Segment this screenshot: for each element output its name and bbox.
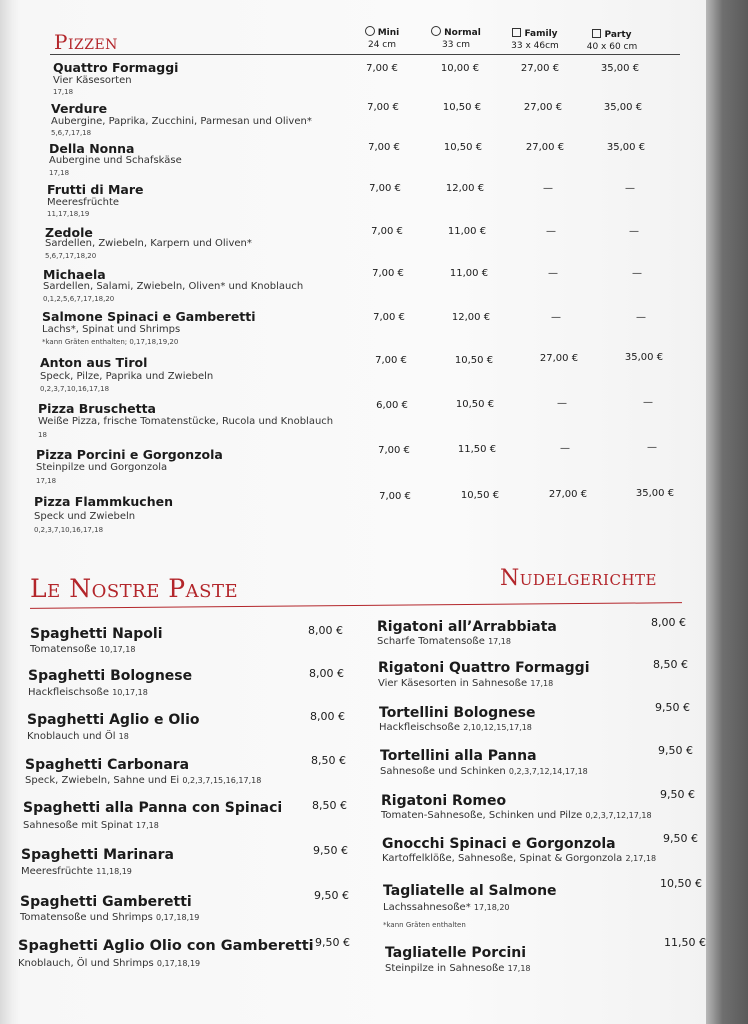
size-dim: 40 x 60 cm <box>586 42 638 52</box>
pasta-price: 9,50 € <box>313 844 348 857</box>
pasta-codes: 17,18 <box>530 679 554 688</box>
pizza-desc: Steinpilze und Gorgonzola <box>36 462 168 473</box>
pasta-price: 8,00 € <box>651 616 686 629</box>
price-mini: 7,00 € <box>367 102 399 113</box>
pasta-codes: 10,17,18 <box>99 645 136 654</box>
price-party: — <box>629 226 639 237</box>
pasta-codes: 0,17,18,19 <box>156 913 200 922</box>
size-header-family <box>503 28 567 52</box>
pasta-desc-text: Steinpilze in Sahnesoße <box>385 963 505 974</box>
price-mini: 7,00 € <box>371 226 403 237</box>
price-party: 35,00 € <box>600 63 640 74</box>
pasta-desc-text: Speck, Zwiebeln, Sahne und Ei <box>25 775 180 786</box>
pasta-desc-text: Hackfleischsoße <box>379 722 460 733</box>
pasta-price: 8,50 € <box>312 799 347 812</box>
price-family: — <box>546 226 556 237</box>
pizza-codes: 17,18 <box>36 477 57 485</box>
pizza-name: Frutti di Mare <box>47 182 144 197</box>
pasta-name: Gnocchi Spinaci e Gorgonzola <box>382 836 616 852</box>
pasta-desc <box>20 912 199 923</box>
price-family: — <box>548 268 558 279</box>
checkbox-icon <box>512 28 521 37</box>
pasta-desc-text: Tomatensoße und Shrimps <box>20 912 153 923</box>
price-normal: 10,00 € <box>440 63 480 74</box>
pasta-codes: 17,18 <box>488 637 511 646</box>
pasta-codes: 0,2,3,7,12,14,17,18 <box>508 767 588 776</box>
size-header-party <box>580 29 644 53</box>
pasta-name: Rigatoni Romeo <box>381 793 507 809</box>
pizza-name: Pizza Flammkuchen <box>34 494 173 509</box>
checkbox-icon <box>592 29 601 38</box>
pasta-codes: 17,18 <box>135 821 159 830</box>
price-party: — <box>632 268 642 279</box>
pasta-desc-text: Tomatensoße <box>30 644 97 655</box>
pizza-name: Zedole <box>45 225 93 240</box>
pizza-name: Quattro Formaggi <box>53 60 179 75</box>
pasta-desc-text: Vier Käsesorten in Sahnesoße <box>378 678 528 689</box>
pizza-name: Pizza Bruschetta <box>38 401 156 416</box>
pasta-price: 9,50 € <box>314 889 349 902</box>
pizza-codes: 0,2,3,7,10,16,17,18 <box>40 385 110 393</box>
size-name: Mini <box>377 28 400 38</box>
price-mini: 7,00 € <box>366 63 398 74</box>
price-normal: 10,50 € <box>455 399 495 410</box>
size-dim: 33 x 46cm <box>511 41 559 51</box>
size-header-mini <box>350 26 414 51</box>
price-party: — <box>647 442 657 453</box>
price-family: — <box>560 443 570 454</box>
pizza-codes: 11,17,18,19 <box>47 210 90 218</box>
pasta-price: 11,50 € <box>664 936 706 949</box>
pasta-price: 9,50 € <box>315 936 350 949</box>
pasta-name: Rigatoni all’Arrabbiata <box>377 619 557 635</box>
size-header-normal <box>424 26 488 51</box>
pizza-codes: 5,6,7,17,18,20 <box>45 252 97 260</box>
pasta-name: Tagliatelle al Salmone <box>383 883 557 899</box>
price-normal: 10,50 € <box>443 142 483 153</box>
price-mini: 7,00 € <box>372 268 404 279</box>
pasta-price: 8,00 € <box>309 667 344 680</box>
pasta-price: 8,00 € <box>308 624 343 637</box>
pasta-name: Spaghetti Gamberetti <box>20 894 192 910</box>
pizza-name: Della Nonna <box>49 141 135 156</box>
pasta-desc <box>23 820 159 831</box>
pasta-desc <box>30 644 135 655</box>
table-background <box>706 0 748 1024</box>
pizza-codes: *kann Gräten enthalten; 0,17,18,19,20 <box>42 338 179 346</box>
pasta-desc-text: Lachssahnesoße* <box>383 902 471 913</box>
size-dim: 33 cm <box>441 40 471 50</box>
pizza-codes: 0,2,3,7,10,16,17,18 <box>34 526 104 534</box>
pizza-codes: 17,18 <box>53 88 74 96</box>
price-family: 27,00 € <box>523 102 563 113</box>
price-party: 35,00 € <box>624 352 664 363</box>
price-party: — <box>636 312 646 323</box>
price-party: — <box>643 397 653 408</box>
pasta-price: 9,50 € <box>658 744 693 757</box>
pasta-name: Tortellini Bolognese <box>379 705 536 721</box>
pasta-divider <box>30 602 682 609</box>
size-dim: 24 cm <box>367 40 397 50</box>
pizza-name: Pizza Porcini e Gorgonzola <box>36 447 223 462</box>
pasta-price: 8,50 € <box>311 754 346 767</box>
pasta-price: 9,50 € <box>655 701 690 714</box>
pizza-codes: 5,6,7,17,18 <box>51 129 92 137</box>
pasta-name: Spaghetti alla Panna con Spinaci <box>23 800 283 816</box>
price-mini: 6,00 € <box>376 400 408 411</box>
price-family: 27,00 € <box>520 63 560 74</box>
pizza-desc: Aubergine und Schafskäse <box>49 155 182 166</box>
price-normal: 10,50 € <box>454 355 494 366</box>
size-name: Party <box>604 30 632 40</box>
price-normal: 11,00 € <box>447 226 487 237</box>
pizza-desc: Speck, Pilze, Paprika und Zwiebeln <box>40 371 214 382</box>
pasta-codes: 0,17,18,19 <box>156 959 201 968</box>
pasta-desc-text: Scharfe Tomatensoße <box>377 636 485 647</box>
price-party: 35,00 € <box>635 488 675 499</box>
size-name: Normal <box>444 28 481 38</box>
pasta-desc-text: Hackfleischsoße <box>28 687 109 698</box>
price-family: 27,00 € <box>525 142 565 153</box>
pasta-desc <box>18 958 200 969</box>
pasta-desc-text: Sahnesoße und Schinken <box>380 766 506 777</box>
pasta-name: Spaghetti Aglio e Olio <box>27 712 200 728</box>
pasta-price: 8,50 € <box>653 658 688 671</box>
pasta-desc <box>378 678 553 689</box>
price-party: 35,00 € <box>606 142 646 153</box>
price-family: 27,00 € <box>548 489 588 500</box>
price-party: 35,00 € <box>603 102 643 113</box>
pasta-desc-text: Knoblauch, Öl und Shrimps <box>18 958 154 969</box>
size-name: Family <box>524 29 558 39</box>
price-mini: 7,00 € <box>369 183 401 194</box>
price-mini: 7,00 € <box>373 312 405 323</box>
pasta-codes: 17,18 <box>507 964 531 973</box>
pizza-desc: Meeresfrüchte <box>47 197 120 208</box>
price-normal: 11,00 € <box>449 268 489 279</box>
pizza-name: Verdure <box>51 101 108 116</box>
price-normal: 10,50 € <box>442 102 482 113</box>
price-mini: 7,00 € <box>368 142 400 153</box>
radio-icon <box>365 26 375 36</box>
pasta-price: 9,50 € <box>660 788 695 801</box>
pasta-desc <box>381 810 652 821</box>
price-family: — <box>551 312 561 323</box>
price-family: 27,00 € <box>539 353 579 364</box>
pasta-desc <box>21 866 132 877</box>
pizza-desc: Sardellen, Zwiebeln, Karpern und Oliven* <box>45 238 252 249</box>
pasta-codes: 2,17,18 <box>625 854 657 863</box>
price-party: — <box>625 183 635 194</box>
pizza-desc: Sardellen, Salami, Zwiebeln, Oliven* und Knoblauch <box>43 281 304 292</box>
pizza-desc: Weiße Pizza, frische Tomatenstücke, Rucola und Knoblauch <box>38 416 334 427</box>
pizza-desc: Lachs*, Spinat und Shrimps <box>42 324 181 335</box>
price-mini: 7,00 € <box>379 491 411 502</box>
pizza-codes: 0,1,2,5,6,7,17,18,20 <box>43 295 115 303</box>
price-family: — <box>557 398 567 409</box>
pizza-desc: Aubergine, Paprika, Zucchini, Parmesan und Oliven* <box>51 116 312 127</box>
pasta-desc <box>27 731 129 742</box>
price-mini: 7,00 € <box>378 445 410 456</box>
pasta-desc-text: Sahnesoße mit Spinat <box>23 820 133 831</box>
price-normal: 12,00 € <box>451 312 491 323</box>
pasta-name: Spaghetti Marinara <box>21 847 174 863</box>
pasta-desc <box>383 902 510 913</box>
pasta-codes: 10,17,18 <box>112 688 148 697</box>
pasta-desc <box>25 775 261 786</box>
pizza-desc: Speck und Zwiebeln <box>34 511 136 522</box>
pasta-name: Spaghetti Carbonara <box>25 757 190 773</box>
pasta-codes: 17,18,20 <box>473 903 510 912</box>
pasta-title-right: Nudelgerichte <box>500 566 657 591</box>
price-normal: 12,00 € <box>445 183 485 194</box>
pasta-price: 9,50 € <box>663 832 698 845</box>
price-normal: 10,50 € <box>460 490 500 501</box>
pizza-name: Anton aus Tirol <box>40 355 148 370</box>
pasta-title-left: Le Nostre Paste <box>30 574 239 603</box>
pizza-desc: Vier Käsesorten <box>53 75 132 86</box>
price-mini: 7,00 € <box>375 355 407 366</box>
pasta-name: Tagliatelle Porcini <box>385 945 527 961</box>
radio-icon <box>431 26 441 36</box>
pizza-name: Salmone Spinaci e Gamberetti <box>42 309 256 324</box>
pasta-price: 10,50 € <box>660 877 702 890</box>
pasta-desc <box>379 722 532 733</box>
pasta-desc <box>377 636 511 647</box>
pasta-name: Spaghetti Aglio Olio con Gamberetti <box>18 938 314 954</box>
pizza-codes: 18 <box>38 431 47 439</box>
pasta-codes: 11,18,19 <box>96 867 132 876</box>
pasta-desc-text: Knoblauch und Öl <box>27 731 116 742</box>
pasta-desc-text: Meeresfrüchte <box>21 866 94 877</box>
pasta-desc <box>382 853 656 864</box>
pasta-price: 8,00 € <box>310 710 345 723</box>
pasta-desc <box>380 766 588 777</box>
pasta-name: Rigatoni Quattro Formaggi <box>378 660 590 676</box>
pasta-note: *kann Gräten enthalten <box>383 921 466 929</box>
pasta-desc <box>385 963 531 974</box>
pasta-desc-text: Kartoffelklöße, Sahnesoße, Spinat & Gorgonzola <box>382 853 623 864</box>
pasta-codes: 18 <box>118 732 129 741</box>
pasta-name: Tortellini alla Panna <box>380 748 537 764</box>
pasta-name: Spaghetti Napoli <box>30 626 163 642</box>
pasta-desc <box>28 687 148 698</box>
pasta-name: Spaghetti Bolognese <box>28 668 193 684</box>
price-normal: 11,50 € <box>457 444 497 455</box>
pasta-codes: 0,2,3,7,12,17,18 <box>585 811 652 820</box>
pizzen-divider <box>50 54 680 55</box>
pizzen-title: Pizzen <box>54 30 118 54</box>
price-family: — <box>543 183 553 194</box>
pizza-name: Michaela <box>43 267 106 282</box>
pasta-desc-text: Tomaten-Sahnesoße, Schinken und Pilze <box>381 810 583 821</box>
pizza-codes: 17,18 <box>49 169 70 177</box>
pasta-codes: 0,2,3,7,15,16,17,18 <box>182 776 262 785</box>
pasta-codes: 2,10,12,15,17,18 <box>463 723 532 732</box>
